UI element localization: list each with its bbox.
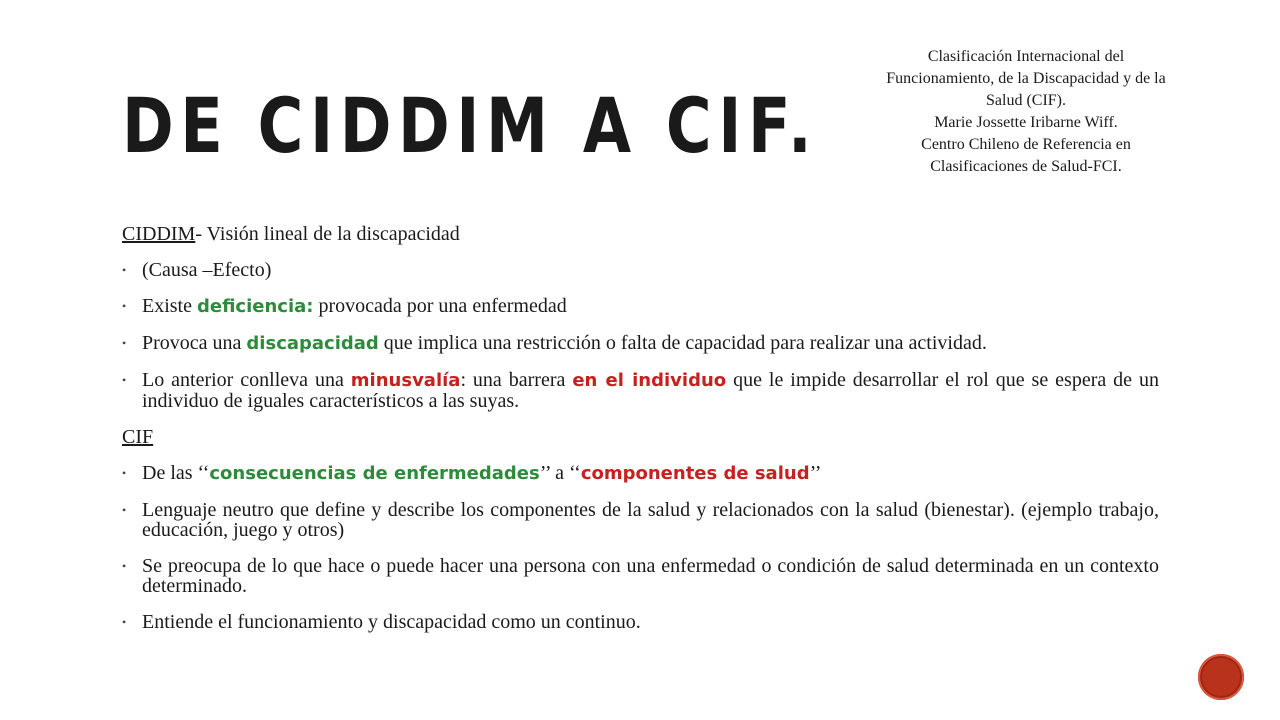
bullet-icon: •	[122, 466, 127, 480]
slide-title: DE CIDDIM A CIF.	[122, 81, 819, 170]
list-item	[122, 556, 1159, 596]
term-componentes: componentes de salud	[580, 463, 810, 484]
list-item	[122, 260, 1159, 280]
bullet-text: ’’	[809, 462, 822, 484]
slide-content	[122, 224, 1159, 648]
bullet-icon: •	[122, 263, 127, 277]
bullet-text: Se preocupa de lo que hace o puede hacer una persona con una enfermedad o condición de salud determinada en un contexto determinado.	[142, 555, 1159, 597]
list-item	[122, 333, 1159, 354]
source-citation	[824, 46, 1228, 178]
bullet-text: : una barrera	[460, 369, 573, 391]
bullet-text: Entiende el funcionamiento y discapacidad como un continuo.	[142, 611, 641, 633]
bullet-icon: •	[122, 559, 127, 573]
cif-bullet-list	[122, 463, 1159, 632]
source-line: Salud (CIF).	[986, 92, 1066, 109]
term-consecuencias: consecuencias de enfermedades	[209, 463, 540, 484]
term-en-el-individuo: en el individuo	[572, 370, 727, 391]
source-line: Funcionamiento, de la Discapacidad y de la	[886, 70, 1166, 87]
bullet-text: ’’ a ‘‘	[539, 462, 581, 484]
bullet-text: Lenguaje neutro que define y describe los componentes de la salud y relacionados con la salud (bienestar). (ejemplo trabajo, educación, juego y otros)	[142, 499, 1159, 541]
cif-heading: CIF	[122, 426, 154, 448]
bullet-text: que implica una restricción o falta de capacidad para realizar una actividad.	[378, 332, 987, 354]
bullet-icon: •	[122, 503, 127, 517]
list-item	[122, 500, 1159, 540]
list-item	[122, 463, 1159, 484]
source-line: Marie Jossette Iribarne Wiff.	[934, 114, 1118, 131]
ciddim-heading-rest: - Visión lineal de la discapacidad	[195, 223, 460, 245]
ciddim-heading	[122, 224, 1159, 244]
logo-circle-icon	[1198, 654, 1244, 700]
bullet-text: Lo anterior conlleva una	[142, 369, 351, 391]
list-item	[122, 612, 1159, 632]
term-minusvalia: minusvalía	[350, 370, 461, 391]
bullet-text: provocada por una enfermedad	[313, 295, 567, 317]
bullet-icon: •	[122, 336, 127, 350]
source-line: Centro Chileno de Referencia en	[921, 136, 1131, 153]
source-line: Clasificaciones de Salud-FCI.	[930, 158, 1122, 175]
list-item	[122, 296, 1159, 317]
term-discapacidad: discapacidad	[246, 333, 379, 354]
ciddim-bullet-list	[122, 260, 1159, 411]
term-deficiencia: deficiencia:	[197, 296, 314, 317]
list-item	[122, 370, 1159, 411]
bullet-icon: •	[122, 299, 127, 313]
bullet-text: Existe	[142, 295, 197, 317]
bullet-text: De las ‘‘	[142, 462, 210, 484]
bullet-text: (Causa –Efecto)	[142, 259, 272, 281]
ciddim-heading-label: CIDDIM	[122, 223, 196, 245]
bullet-text: que le impide desarrollar el rol que se espera de un individuo de iguales característicos a las suyas.	[142, 369, 1159, 412]
source-line: Clasificación Internacional del	[927, 48, 1125, 65]
bullet-text: Provoca una	[142, 332, 247, 354]
bullet-icon: •	[122, 615, 127, 629]
bullet-icon: •	[122, 373, 127, 387]
